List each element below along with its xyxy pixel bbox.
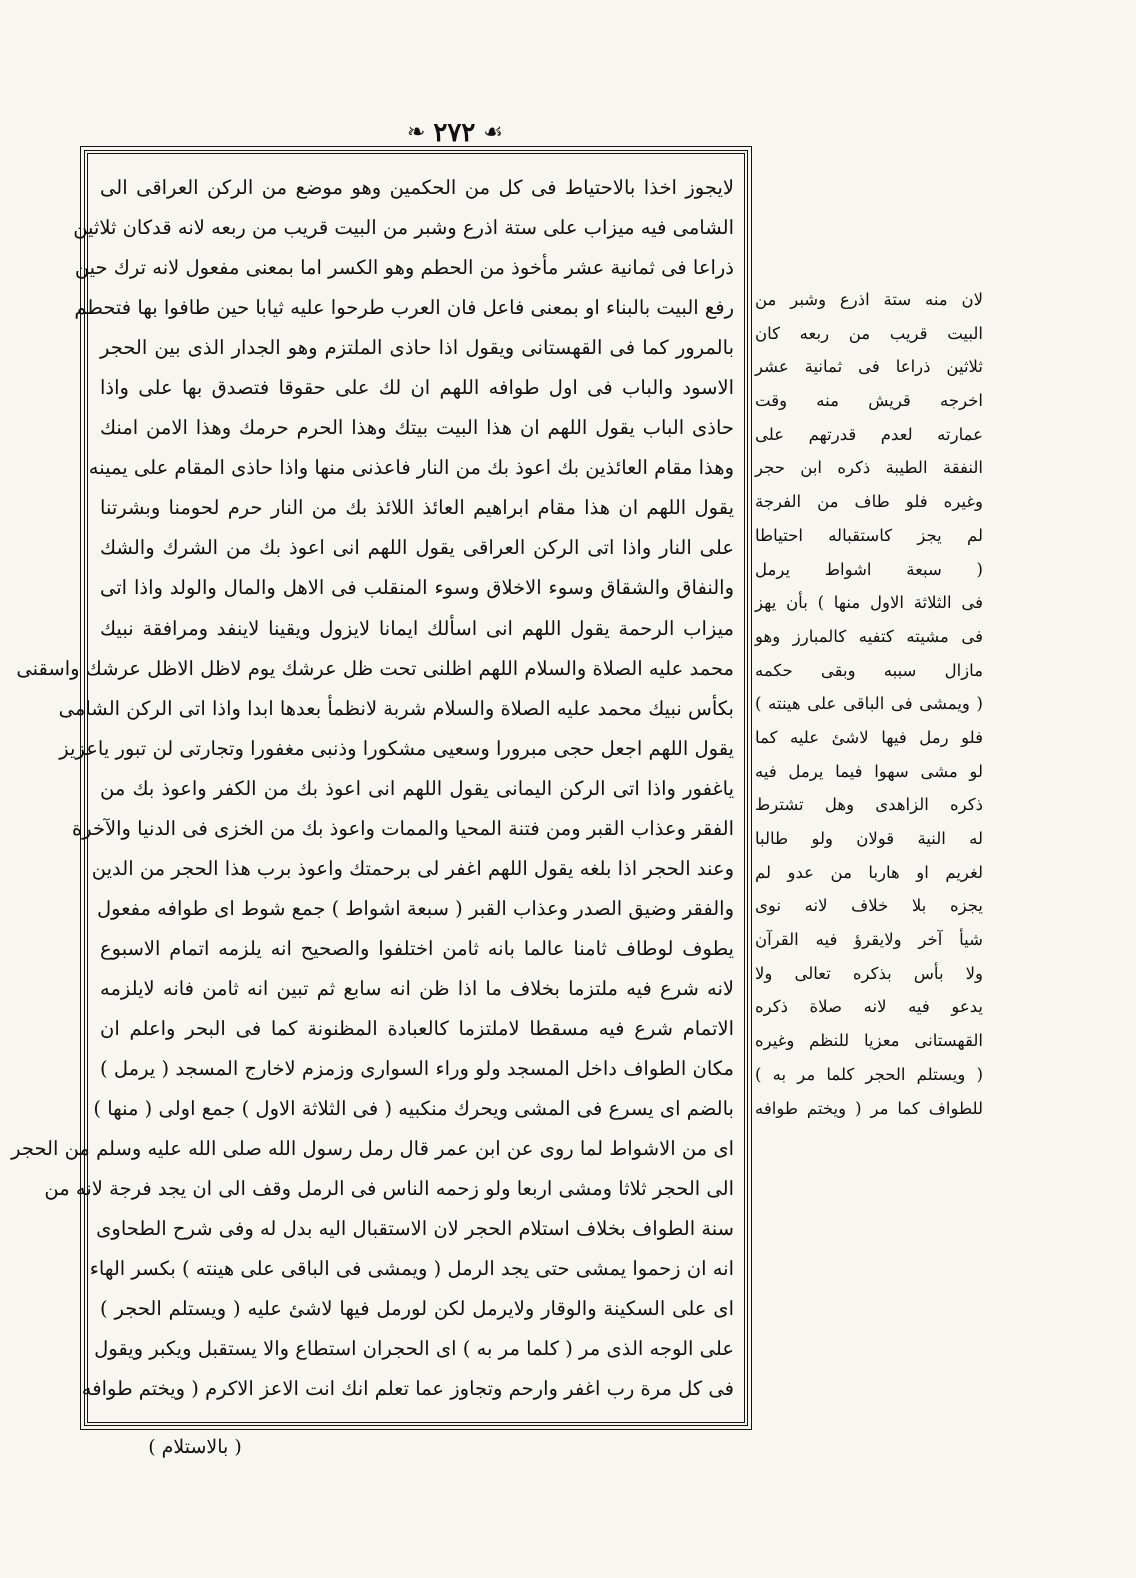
main-text-line: لانه شرع فيه ملتزما بخلاف ما اذا ظن انه سابع ثم تبين انه ثامن فانه لايلزمه (100, 976, 734, 1000)
main-text-line: انه ان زحموا يمشى حتى يجد الرمل ( ويمشى فى الباقى على هينته ) بكسر الهاء (89, 1257, 734, 1281)
main-text-line: بالمرور كما فى القهستانى ويقول اذا حاذى الملتزم وهو الجدار الذى بين الحجر (100, 336, 734, 360)
main-text-line: بالضم اى يسرع فى المشى ويحرك منكبيه ( فى الثلاثة الاول ) جمع اولى ( منها ) (93, 1097, 734, 1121)
margin-text-line: لغريم او هاربا من عدو لم (755, 862, 983, 882)
main-text-line: الاتمام شرع فيه مسقطا لاملتزما كالعبادة المظنونة كما فى البحر واعلم ان (100, 1016, 734, 1040)
margin-text-line: وغيره فلو طاف من الفرجة (755, 492, 983, 512)
main-text-line: وهذا مقام العائذين بك اعوذ بك من النار فاعذنى منها واذا حاذى المقام على يمينه (88, 456, 734, 480)
catchword: ( بالاستلام ) (148, 1436, 242, 1458)
margin-text-line: ( ويستلم الحجر كلما مر به ) (755, 1064, 983, 1084)
main-text-line: على النار واذا اتى الركن العراقى يقول اللهم انى اعوذ بك من الشرك والشك (100, 536, 734, 560)
margin-text-line: ( ويمشى فى الباقى على هينته ) (755, 694, 983, 714)
margin-text-line: يدعو فيه لانه صلاة ذكره (755, 997, 983, 1017)
margin-text-line: للطواف كما مر ( ويختم طوافه (755, 1098, 983, 1118)
page-number: ٢٧٢ (433, 118, 476, 148)
margin-text-line: لان منه ستة اذرع وشبر من (755, 290, 983, 309)
right-ornament: ☙ (483, 120, 504, 145)
main-text-line: اى على السكينة والوقار ولايرمل لكن لورمل فيها لاشئ عليه ( ويستلم الحجر ) (100, 1297, 734, 1321)
margin-text-line: مازال سببه وبقى حكمه (755, 660, 983, 680)
main-text-line: رفع البيت بالبناء او بمعنى فاعل فان العرب طرحوا عليه ثيابا حين طافوا بها فتحطم (74, 296, 734, 320)
main-text-line: بكأس نبيك محمد عليه الصلاة والسلام شربة لانظمأ بعدها ابدا واذا اتى الركن الشامى (58, 696, 734, 720)
main-text-line: اى من الاشواط لما روى عن ابن عمر قال رمل رسول الله صلى الله عليه وسلم من الحجر (11, 1137, 734, 1161)
main-text-line: الى الحجر ثلاثا ومشى اربعا ولو زحمه الناس فى الرمل وقف الى ان يجد فرجة لانه من (44, 1177, 734, 1201)
main-text-line: يطوف لوطاف ثامنا عالما بانه ثامن اختلفوا والصحيح انه يلزمه اتمام الاسبوع (100, 936, 734, 960)
margin-text-line: ثلاثين ذراعا فى ثمانية عشر (755, 357, 983, 377)
margin-text-line: البيت قريب من ربعه كان (755, 323, 983, 343)
margin-text-line: فلو رمل فيها لاشئ عليه كما (755, 727, 983, 747)
left-ornament: ❧ (406, 120, 426, 145)
margin-text-line: فى الثلاثة الاول منها ) بأن يهز (755, 593, 983, 613)
main-text-line: على الوجه الذى مر ( كلما مر به ) اى الحجران استطاع والا يستقبل ويكبر ويقول (94, 1337, 734, 1361)
main-text-line: الشامى فيه ميزاب على ستة اذرع وشبر من البيت قريب من ربعه لانه قدكان ثلاثين (73, 216, 734, 240)
margin-commentary (755, 283, 983, 1125)
main-text-block (11, 168, 734, 1409)
main-text-line: والنفاق والشقاق وسوء الاخلاق وسوء المنقلب فى الاهل والمال والولد واذا اتى (100, 576, 734, 600)
main-text-line: مكان الطواف داخل المسجد ولو وراء السوارى وزمزم لاخارج المسجد ( يرمل ) (100, 1057, 734, 1081)
margin-text-line: القهستانى معزيا للنظم وغيره (755, 1031, 983, 1051)
main-text-line: ياغفور واذا اتى الركن اليمانى يقول اللهم انى اعوذ بك من الكفر واعوذ بك من (100, 776, 734, 800)
main-text-line: يقول اللهم اجعل حجى مبرورا وسعيى مشكورا وذنبى مغفورا وتجارتى لن تبور ياعزيز (59, 736, 734, 760)
margin-text-line: لم يجز كاستقباله احتياطا (755, 525, 983, 545)
margin-text-line: النفقة الطيبة ذكره ابن حجر (755, 458, 983, 478)
main-text-line: لايجوز اخذا بالاحتياط فى كل من الحكمين وهو موضع من الركن العراقى الى (100, 176, 734, 199)
margin-text-line: يجزه بلا خلاف لانه نوى (755, 896, 983, 916)
page-header (380, 116, 530, 150)
margin-text-line: عمارته لعدم قدرتهم على (755, 424, 983, 444)
main-text-line: محمد عليه الصلاة والسلام اللهم اظلنى تحت ظل عرشك يوم لاظل الاظل عرشك واسقنى (16, 656, 734, 680)
main-text-line: الفقر وعذاب القبر ومن فتنة المحيا والممات واعوذ بك من الخزى فى الدنيا والآخرة (71, 816, 734, 840)
margin-text-line: شيأ آخر ولايقرؤ فيه القرآن (755, 930, 983, 950)
main-text-line: والفقر وضيق الصدر وعذاب القبر ( سبعة اشواط ) جمع شوط اى طوافه مفعول (97, 896, 734, 920)
main-text-line: الاسود والباب فى اول طوافه اللهم ان لك على حقوقا فتصدق بها على واذا (100, 376, 734, 400)
main-text-line: ميزاب الرحمة يقول اللهم انى اسألك ايمانا لايزول ويقينا لاينفد ومرافقة نبيك (100, 616, 734, 640)
main-text-line: سنة الطواف بخلاف استلام الحجر لان الاستقبال اليه بدل له وفى شرح الطحاوى (96, 1217, 734, 1241)
main-text-line: حاذى الباب يقول اللهم ان هذا البيت بيتك وهذا الحرم حرمك وهذا الامن امنك (100, 416, 734, 440)
main-text-line: ذراعا فى ثمانية عشر مأخوذ من الحطم وهو الكسر اما بمعنى مفعول لانه ترك حين (74, 256, 734, 280)
margin-text-line: ذكره الزاهدى وهل تشترط (755, 795, 983, 815)
margin-text-line: اخرجه قريش منه وقت (755, 391, 983, 411)
main-text-line: وعند الحجر اذا بلغه يقول اللهم اغفر لى برحمتك واعوذ برب هذا الحجر من الدين (91, 856, 734, 880)
margin-text-line: لو مشى سهوا فيما يرمل فيه (755, 761, 983, 781)
margin-text-line: ولا بأس بذكره تعالى ولا (755, 963, 983, 983)
main-text-line: فى كل مرة رب اغفر وارحم وتجاوز عما تعلم انك انت الاعز الاكرم ( ويختم طوافه (81, 1377, 734, 1401)
main-text-line: يقول اللهم ان هذا مقام ابراهيم العائذ اللائذ بك من النار حرم لحومنا وبشرتنا (100, 496, 734, 520)
margin-text-line: فى مشيته كتفيه كالمبارز وهو (755, 626, 983, 646)
margin-text-line: له النية قولان ولو طالبا (755, 829, 983, 848)
margin-text-line: ( سبعة اشواط يرمل (755, 559, 983, 579)
